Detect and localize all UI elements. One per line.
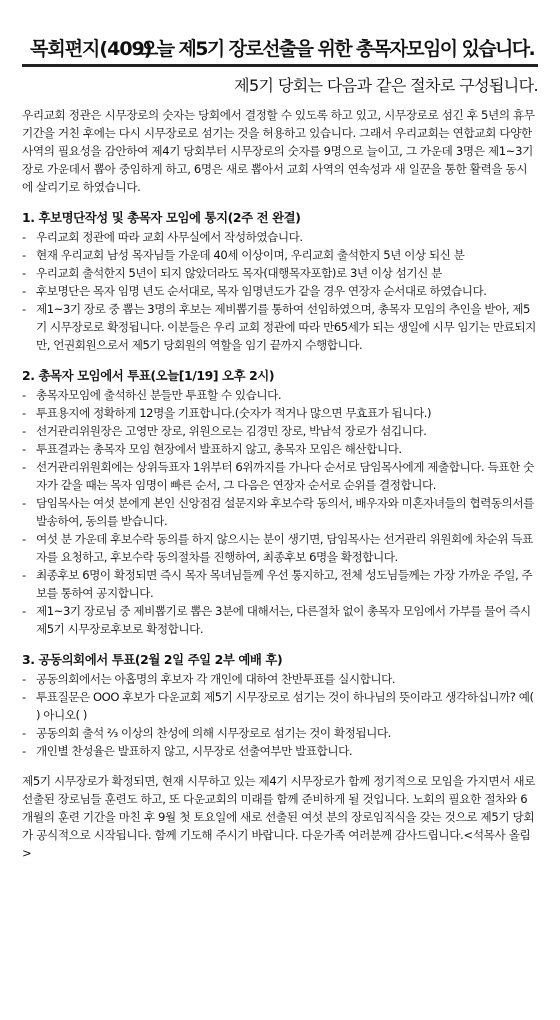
letter-subtitle: 제5기 당회는 다음과 같은 절차로 구성됩니다. [234, 76, 538, 95]
section-2-title: 2. 총목자 모임에서 투표(오늘[1/19] 오후 2시) [22, 368, 275, 383]
letter-header [22, 30, 538, 67]
list-item: - 제1~3기 장로 중 뽑는 3명의 후보는 제비뽑기를 통하여 선임하였으며, 총목자 모임의 추인을 받아, 제5기 시무장로로 확정됩니다. 이분들은 우리 교회 정관에 따라 만65세가 되는 생일에 시무 임기는 만료되지만, 언권회원으로서 제5기 당회원의 역할을 임기 끝까지 수행합니다. [22, 302, 536, 352]
list-item: - 최종후보 6명이 확정되면 즉시 목자 목녀님들께 우선 통지하고, 전체 성도님들께는 가장 가까운 주일, 주보를 통하여 공지합니다. [22, 568, 533, 600]
list-item: - 우리교회 정관에 따라 교회 사무실에서 작성하였습니다. [22, 230, 303, 244]
section-3 [22, 650, 538, 760]
letter-headline: 오늘 제5기 장로선출을 위한 총목자모임이 있습니다. [140, 38, 535, 60]
list-item: - 공동의회 출석 ⅔ 이상의 찬성에 의해 시무장로로 섬기는 것이 확정됩니다. [22, 726, 391, 740]
section-2 [22, 366, 538, 638]
list-item: - 총목자모임에 출석하신 분들만 투표할 수 있습니다. [22, 388, 282, 402]
letter-page [22, 30, 538, 862]
list-item: - 담임목사는 여섯 분에게 본인 신앙점검 설문지와 후보수락 동의서, 배우자와 미혼자녀들의 협력동의서를 발송하여, 동의를 받습니다. [22, 496, 534, 528]
list-item: - 여섯 분 가운데 후보수락 동의를 하지 않으시는 분이 생기면, 담임목사는 선거관리 위원회에 차순위 득표자를 요청하고, 후보수락 동의절차를 진행하여, 최종후보 6명을 확정합니다. [22, 532, 533, 564]
list-item: - 후보명단은 목자 임명 년도 순서대로, 목자 임명년도가 같을 경우 연장자 순서대로 하였습니다. [22, 284, 487, 298]
list-item: - 선거관리위원회에는 상위득표자 1위부터 6위까지를 가나다 순서로 담임목사에게 제출합니다. 득표한 숫자가 같을 때는 목자 임명이 빠른 순서, 그 다음은 연장자 순서로 순위를 결정합니다. [22, 460, 534, 492]
list-item: - 제1~3기 장로님 중 제비뽑기로 뽑은 3분에 대해서는, 다른절차 없이 총목자 모임에서 가부를 물어 즉시 제5기 시무장로후보로 확정합니다. [22, 604, 531, 636]
section-1-title: 1. 후보명단작성 및 총목자 모임에 통지(2주 전 완결) [22, 210, 301, 225]
list-item: - 투표결과는 총목자 모임 현장에서 발표하지 않고, 총목자 모임은 해산합니다. [22, 442, 402, 456]
list-item: - 투표질문은 OOO 후보가 다운교회 제5기 시무장로로 섬기는 것이 하나님의 뜻이라고 생각하십니까? 예( ) 아니오( ) [22, 690, 534, 722]
list-item: - 공동의회에서는 아홉명의 후보자 각 개인에 대하여 찬반투표를 실시합니다. [22, 672, 396, 686]
list-item: - 투표용지에 정확하게 12명을 기표합니다.(숫자가 적거나 많으면 무효표가 됩니다.) [22, 406, 432, 420]
letter-series-label: 목회편지(409) [30, 38, 152, 60]
list-item: - 우리교회 출석한지 5년이 되지 않았더라도 목자(대행목자포함)로 3년 이상 섬기신 분 [22, 266, 442, 280]
list-item: - 현재 우리교회 남성 목자님들 가운데 40세 이상이며, 우리교회 출석한지 5년 이상 되신 분 [22, 248, 465, 262]
closing-paragraph: 제5기 시무장로가 확정되면, 현재 시무하고 있는 제4기 시무장로가 함께 정기적으로 모임을 가지면서 새로 선출된 장로님들 훈련도 하고, 또 다운교회의 미래를 함께 준비하게 될 것입니다. 노회의 필요한 절차와 6개월의 훈련 기간을 마친 후 9월 첫 토요일에 새로 선출된 여섯 분의 장로임직식을 갖는 것으로 제5기 당회가 공식적으로 시작됩니다. 함께 기도해 주시기 바랍니다. 다운가족 여러분께 감사드립니다.<석목사 올림> [22, 774, 536, 860]
intro-paragraph: 우리교회 정관은 시무장로의 숫자는 당회에서 결정할 수 있도록 하고 있고, 시무장로로 섬긴 후 5년의 휴무기간을 거친 후에는 다시 시무장로로 섬기는 것을 허용하고 있습니다. 그래서 우리교회는 연합교회 다양한 사역의 필요성을 감안하여 제4기 당회부터 시무장로의 숫자를 9명으로 늘이고, 그 가운데 3명은 제1~3기 장로 가운데서 뽑아 중임하게 하고, 6명은 새로 뽑아서 교회 사역의 연속성과 새 일꾼을 통한 활력을 동시에 살리기로 하였습니다. [22, 108, 535, 194]
list-item: - 선거관리위원장은 고영만 장로, 위원으로는 김경민 장로, 박남석 장로가 섬깁니다. [22, 424, 427, 438]
section-3-title: 3. 공동의회에서 투표(2월 2일 주일 2부 예배 후) [22, 652, 283, 667]
section-1 [22, 208, 538, 354]
list-item: - 개인별 찬성율은 발표하지 않고, 시무장로 선출여부만 발표합니다. [22, 744, 353, 758]
